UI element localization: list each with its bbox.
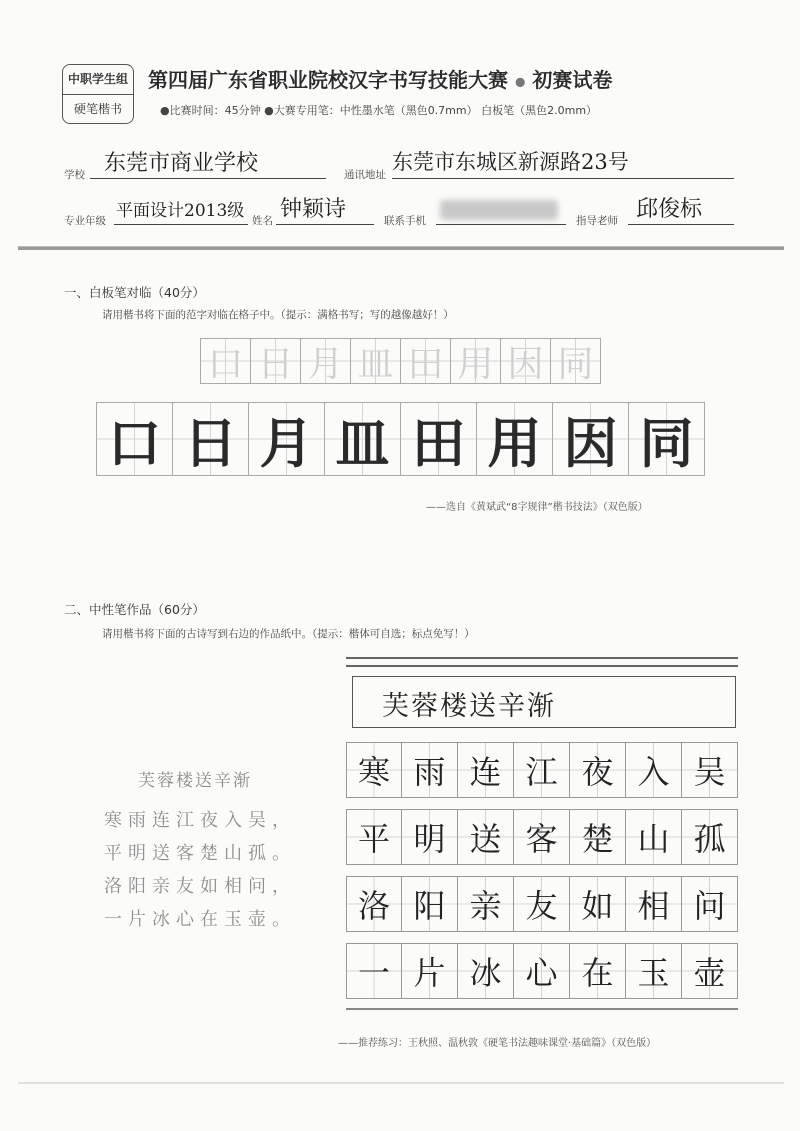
school-value: 东莞市商业学校 [104, 151, 259, 176]
poem-line: 平明送客楚山孤。 [104, 843, 296, 864]
section1-instruction: 请用楷书将下面的范字对临在格子中。（提示：满格书写；写的越像越好！） [102, 309, 454, 321]
major-value: 平面设计2013级 [116, 201, 245, 221]
copy-char: 用 [476, 402, 553, 476]
footer-divider [18, 1082, 784, 1084]
title-suffix: 初赛试卷 [532, 68, 613, 92]
poem-title: 芙蓉楼送辛渐 [138, 771, 252, 791]
work-char: 友 [514, 876, 570, 932]
work-row [346, 809, 738, 865]
work-char: 平 [346, 809, 402, 865]
model-char: 口 [200, 338, 251, 384]
phone-label: 联系手机 [384, 215, 426, 227]
badge-group-label: 中职学生组 [63, 65, 133, 95]
copy-char: 皿 [324, 402, 401, 476]
work-char: 雨 [402, 742, 458, 798]
work-char: 楚 [570, 809, 626, 865]
phone-redacted [440, 200, 558, 220]
model-char: 月 [300, 338, 351, 384]
work-row [346, 943, 738, 999]
section2-credit: ——推荐练习：王秋照、温秋敦《硬笔书法趣味课堂·基础篇》（双色版） [338, 1038, 657, 1049]
work-char: 如 [570, 876, 626, 932]
work-char: 玉 [626, 943, 682, 999]
work-char: 冰 [458, 943, 514, 999]
work-char: 山 [626, 809, 682, 865]
model-char: 日 [250, 338, 301, 384]
work-char: 阳 [402, 876, 458, 932]
poem-line: 一片冰心在玉壶。 [104, 909, 296, 930]
category-badge [62, 64, 134, 124]
work-char: 入 [626, 742, 682, 798]
title-dot: ● [514, 74, 526, 89]
work-char: 壶 [682, 943, 738, 999]
work-char: 在 [570, 943, 626, 999]
exam-rules: ●比赛时间：45分钟 ●大赛专用笔：中性墨水笔（黑色0.7mm） 白板笔（黑色2.0mm） [160, 104, 598, 117]
handwritten-title: 芙蓉楼送辛渐 [382, 691, 556, 722]
work-char: 连 [458, 742, 514, 798]
major-label: 专业年级 [64, 215, 106, 227]
teacher-value: 邱俊标 [636, 197, 703, 222]
name-value: 钟颖诗 [280, 197, 347, 222]
model-character-grid [200, 338, 600, 384]
major-underline [114, 224, 248, 225]
copy-char: 日 [172, 402, 249, 476]
poem-line: 洛阳亲友如相问， [104, 876, 296, 897]
section1-title: 一、白板笔对临（40分） [64, 285, 205, 300]
school-label: 学校 [64, 169, 85, 181]
work-char: 明 [402, 809, 458, 865]
work-char: 夜 [570, 742, 626, 798]
work-char: 片 [402, 943, 458, 999]
section2-title: 二、中性笔作品（60分） [64, 602, 205, 617]
school-underline [90, 178, 326, 179]
work-char: 江 [514, 742, 570, 798]
phone-underline [436, 224, 566, 225]
work-char: 一 [346, 943, 402, 999]
work-char: 相 [626, 876, 682, 932]
work-paper-bottom-border [346, 1008, 738, 1014]
poem-line: 寒雨连江夜入吴， [104, 810, 296, 831]
work-row [346, 742, 738, 798]
header-divider [18, 246, 784, 250]
work-char: 客 [514, 809, 570, 865]
work-char: 寒 [346, 742, 402, 798]
teacher-underline [628, 224, 734, 225]
work-row [346, 876, 738, 932]
section2-instruction: 请用楷书将下面的古诗写到右边的作品纸中。（提示：楷体可自选；标点免写！） [102, 628, 475, 640]
badge-style-label: 硬笔楷书 [73, 102, 122, 116]
model-char: 同 [550, 338, 601, 384]
work-char: 心 [514, 943, 570, 999]
copy-char: 口 [96, 402, 173, 476]
copy-char: 同 [628, 402, 705, 476]
model-char: 田 [400, 338, 451, 384]
copy-char: 因 [552, 402, 629, 476]
name-underline [276, 224, 374, 225]
model-char: 因 [500, 338, 551, 384]
work-char: 问 [682, 876, 738, 932]
teacher-label: 指导老师 [576, 215, 618, 227]
copy-character-grid [96, 402, 704, 476]
address-value: 东莞市东城区新源路23号 [392, 150, 629, 174]
work-char: 亲 [458, 876, 514, 932]
title-main: 第四届广东省职业院校汉字书写技能大赛 [148, 68, 508, 92]
copy-char: 田 [400, 402, 477, 476]
section1-credit: ——选自《黄斌武“8字规律”楷书技法》（双色版） [426, 502, 648, 513]
address-underline [392, 178, 734, 179]
page-title [148, 64, 612, 93]
work-paper-top-border [346, 657, 738, 667]
copy-char: 月 [248, 402, 325, 476]
address-label: 通讯地址 [344, 169, 386, 181]
work-char: 孤 [682, 809, 738, 865]
model-char: 皿 [350, 338, 401, 384]
name-label: 姓名 [252, 215, 273, 227]
work-char: 吴 [682, 742, 738, 798]
work-char: 送 [458, 809, 514, 865]
work-char: 洛 [346, 876, 402, 932]
model-char: 用 [450, 338, 501, 384]
